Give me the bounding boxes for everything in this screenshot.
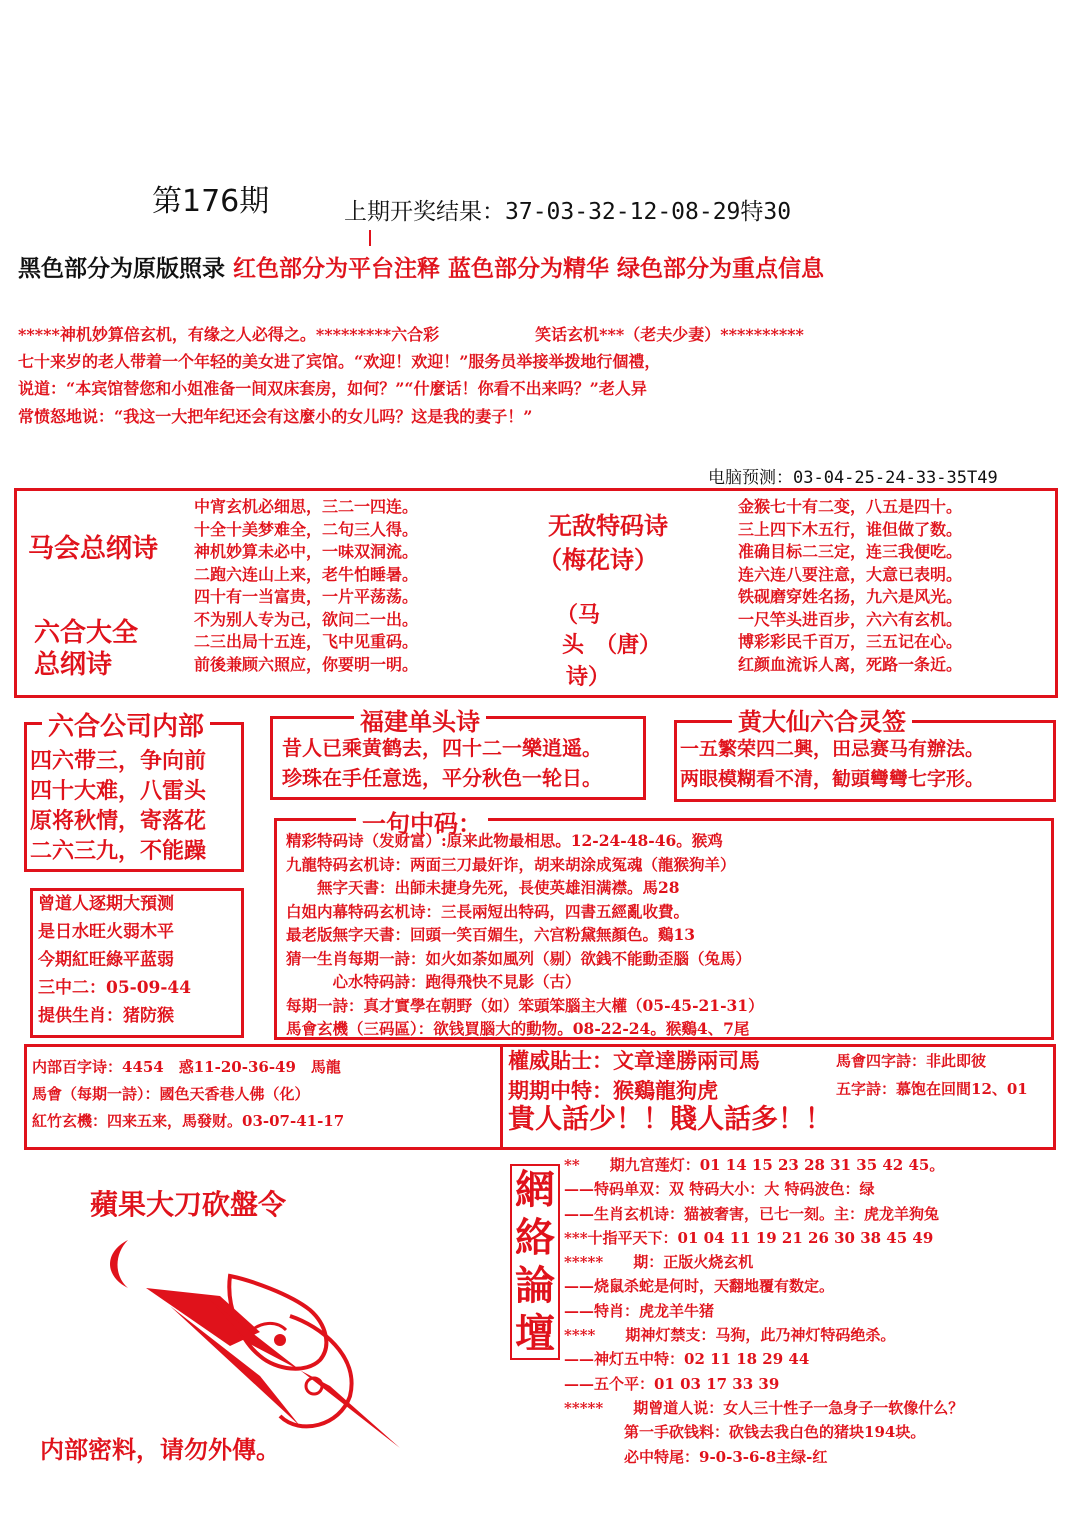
poem-line: 二三出局十五连，飞中见重码。 (194, 632, 419, 651)
joke-story (18, 325, 1068, 434)
yiju-line: 最老版無字天書：回頭一笑百媚生，六宫粉黛無顏色。鷄13 (286, 925, 696, 944)
forum-line: ***十指平天下：01 04 11 19 21 26 30 38 45 49 (564, 1228, 934, 1247)
company-title: 六合公司内部 (42, 706, 210, 743)
apple-footer: 内部密料，请勿外傳。 (40, 1435, 280, 1464)
tips-line2: 期期中特：猴鷄龍狗虎 (508, 1078, 718, 1103)
tips-line1-side: 馬會四字詩：非此即彼 (836, 1052, 987, 1070)
forum-label-char: 論 (515, 1262, 555, 1309)
header-divider-tick (369, 230, 371, 246)
forum-line: ** 期九宫莲灯：01 14 15 23 28 31 35 42 45。 (564, 1156, 945, 1174)
fujian-line: 昔人已乘黄鹤去，四十二一樂逍遥。 (282, 736, 602, 760)
headline (18, 250, 1063, 283)
company-lines (30, 748, 206, 868)
story-line: 说道：“本宾馆替您和小姐准备一间双床套房，如何？”“什麼话！你看不出来吗？”老人异 (18, 379, 647, 399)
poem-line: 前後兼顾六照应，你要明一明。 (194, 654, 419, 674)
forum-line: ——生肖玄机诗：猫被奢害，已七一刻。主：虎龙羊狗兔 (564, 1204, 940, 1223)
yiju-line: 心水特码詩：跑得飛快不見影（古） (286, 972, 581, 991)
poem-right-column (738, 496, 962, 676)
poem-line: 四十有一当富贵，一片平荡荡。 (194, 587, 419, 606)
dao-line: 提供生肖：猪防猴 (38, 1006, 174, 1026)
poem-line: 博彩彩民千百万，三五记在心。 (738, 632, 963, 651)
tips-slogan: 貴人話少！！賤人話多！！ (508, 1104, 832, 1135)
apple-title: 蘋果大刀砍盤令 (90, 1188, 287, 1221)
headline-red: 红色部分为平台注释 蓝色部分为精华 绿色部分为重点信息 (233, 256, 825, 282)
poem-line: 神机妙算未必中，一味双洞流。 (194, 542, 419, 561)
dao-line: 今期紅旺綠平蓝弱 (38, 950, 174, 970)
company-line: 四十大难，八雷头 (30, 778, 207, 804)
company-line: 四六带三，争向前 (30, 748, 207, 774)
huangdaxian-line: 一五繁荣四二興，田忌赛马有辦法。 (680, 738, 985, 760)
mid-title5: 诗） (566, 664, 611, 690)
yiju-line: 馬會玄機（三码區）：欲钱買腦大的動物。08-22-24。猴鷄4、7尾 (286, 1019, 750, 1038)
poem-line: 不为别人专为己，欲问二一出。 (194, 609, 419, 629)
dao-lines (38, 894, 191, 1034)
forum-label-char: 壇 (515, 1310, 555, 1357)
poem-line: 红颜血流诉人离，死路一条近。 (738, 654, 963, 674)
yiju-line: 無字天書：出師未捷身先死，長使英雄泪满襟。馬28 (286, 878, 680, 897)
dao-line: 三中二：05-09-44 (38, 978, 192, 998)
company-line: 原将秋情，寄落花 (30, 808, 207, 834)
poem-line: 二跑六连山上来，老牛怕睡暑。 (194, 564, 419, 584)
computer-prediction: 电脑预测：03-04-25-24-33-35T49 (708, 468, 998, 488)
last-draw-result: 上期开奖结果：37-03-32-12-08-29特30 (344, 199, 792, 225)
poem-line: 三上四下木五行，谁但做了数。 (738, 519, 963, 539)
huangdaxian-title: 黄大仙六合灵签 (732, 702, 912, 737)
mid-title2: （梅花诗） (538, 545, 658, 574)
inner-tips-divider (500, 1046, 503, 1148)
issue-number: 第176期 (152, 184, 270, 219)
poem-line: 准确目标二三定，连三我便吃。 (738, 542, 963, 561)
dao-line: 是日水旺火弱木平 (38, 922, 174, 942)
poem-left-title: 马会总纲诗 (28, 534, 159, 564)
mid-title1: 无敌特码诗 (548, 511, 668, 540)
headline-black: 黑色部分为原版照录 (18, 256, 225, 282)
forum-line: 第一手砍钱料：砍钱去我白色的猪块194块。 (564, 1423, 926, 1442)
mid-title3: （马 (556, 602, 601, 628)
poem-left-title2b: 总纲诗 (34, 650, 113, 680)
forum-line: ——五个平：01 03 17 33 39 (564, 1374, 780, 1393)
forum-label (510, 1164, 560, 1360)
poem-line: 十全十美梦难全，二句三人得。 (194, 519, 419, 539)
forum-line: ***** 期：正版火烧玄机 (564, 1253, 754, 1272)
forum-line: ***** 期曾道人说：女人三十性子一急身子一软像什么？ (564, 1398, 964, 1417)
poem-line: 一尺竿头进百步，六六有玄机。 (738, 609, 963, 629)
forum-label-char: 網 (515, 1166, 555, 1213)
yiju-line: 猜一生肖每期一詩：如火如荼如風列（剔）欲銭不能動歪腦（兔馬） (286, 948, 752, 968)
huangdaxian-lines (680, 738, 984, 798)
poem-left-title2a: 六合大全 (34, 618, 139, 648)
forum-line: ——特肖：虎龙羊牛猪 (564, 1301, 715, 1320)
poem-line: 铁砚磨穿姓名扬，九六是风光。 (738, 587, 963, 606)
story-line: 常愤怒地说：“我这一大把年纪还会有这麼小的女儿吗？这是我的妻子！” (18, 406, 533, 426)
forum-line: 必中特尾：9-0-3-6-8主绿-红 (564, 1447, 828, 1466)
forum-line: ——神灯五中特：02 11 18 29 44 (564, 1350, 810, 1369)
inner-line: 紅竹玄機：四来五来，馬發财。03-07-41-17 (32, 1112, 345, 1130)
inner-line: 内部百字诗：4454 惑11-20-36-49 馬龍 (32, 1058, 341, 1076)
forum-line: **** 期神灯禁支：马狗，此乃神灯特码绝杀。 (564, 1326, 896, 1345)
fujian-line: 珍珠在手任意选，平分秋色一轮日。 (282, 766, 602, 790)
huangdaxian-line: 两眼模糊看不清，勧頭彎彎七字形。 (680, 768, 985, 790)
forum-line: ——烧鼠杀蛇是何时，天翻地覆有数定。 (564, 1277, 835, 1296)
tips-line1: 權威貼士：文章達勝兩司馬 (508, 1048, 760, 1073)
yiju-line: 精彩特码诗（发财富）:原来此物最相思。12-24-48-46。猴鸡 (286, 831, 723, 850)
poem-line: 金猴七十有二变，八五是四十。 (738, 497, 963, 516)
poem-line: 连六连八要注意，大意已表明。 (738, 564, 963, 584)
mid-title4: 头 （唐） (562, 632, 662, 658)
forum-line: ——特码单双：双 特码大小：大 特码波色：绿 (564, 1180, 875, 1199)
yiju-line: 白姐内幕特码玄机诗：三長兩短出特码，四書五經亂收費。 (286, 901, 690, 921)
yiju-title: 一句中码： (356, 804, 488, 839)
tips-line2-side: 五字詩：慕饱在回間12、01 (836, 1080, 1028, 1098)
dao-title: 曾道人逐期大預测 (38, 894, 174, 914)
fujian-lines (282, 736, 602, 796)
story-line: *****神机妙算倍玄机，有缘之人必得之。*********六合彩 笑话玄机***（老夫少妻）********** (18, 325, 804, 344)
inner-lines (32, 1058, 344, 1139)
company-line: 二六三九，不能躁 (30, 838, 207, 864)
forum-label-char: 絡 (515, 1214, 555, 1261)
poem-left-column (194, 496, 418, 676)
poem-line: 中宵玄机必细思，三二一四连。 (194, 497, 419, 516)
yiju-line: 九龍特码玄机诗：两面三刀最奸诈，胡来胡涂成冤魂（龍猴狗羊） (286, 854, 736, 874)
forum-lines (564, 1156, 963, 1472)
knife-logo-icon (100, 1236, 420, 1456)
yiju-line: 每期一詩：真才實學在朝野（如）笨頭笨腦主大權（05-45-21-31） (286, 995, 764, 1015)
yiju-lines (286, 832, 764, 1044)
inner-line: 馬會（每期一詩）：國色天香巷人佛（化） (32, 1085, 310, 1103)
story-line: 七十来岁的老人带着一个年轻的美女进了宾馆。“欢迎！欢迎！”服务员举接举拨地行個禮， (18, 352, 661, 372)
fujian-title: 福建单头诗 (354, 702, 486, 737)
